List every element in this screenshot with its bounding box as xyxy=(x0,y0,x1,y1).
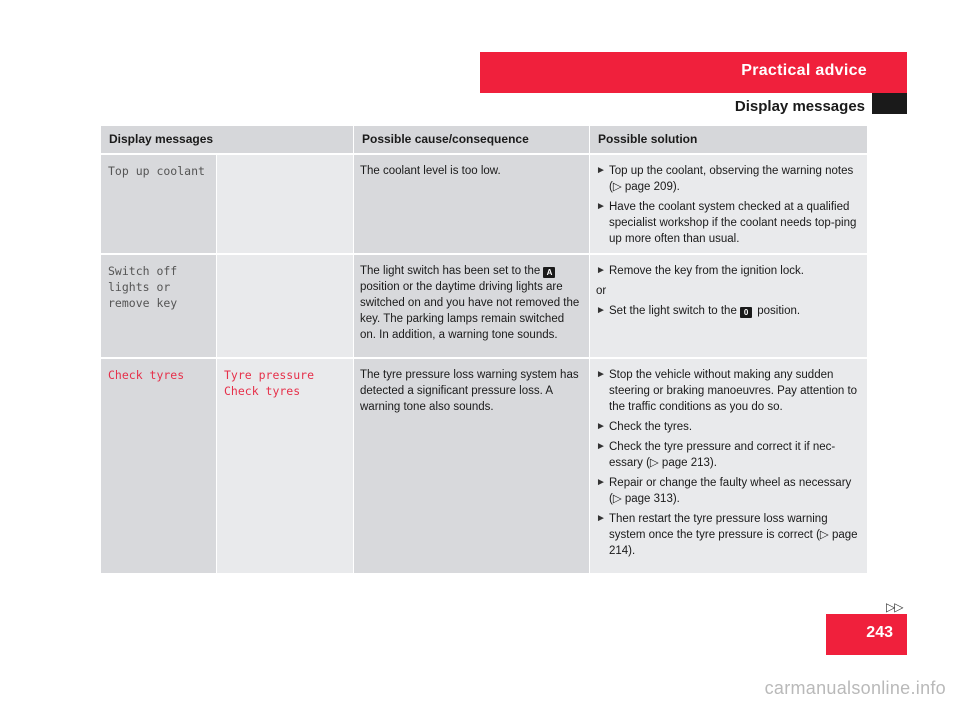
cause-cell: The tyre pressure loss warning system has detected a significant pressure loss. A warning tone also sounds. xyxy=(354,359,589,573)
solution-text: Stop the vehicle without making any sudden steering or braking manoeuvres. Pay attention to the traffic conditions as you do so. xyxy=(609,369,858,413)
solution-text: position. xyxy=(757,305,801,317)
list-item xyxy=(596,303,863,319)
section-banner xyxy=(480,52,907,93)
solution-text: Remove the key from the ignition lock. xyxy=(609,265,804,277)
list-item xyxy=(596,263,863,279)
light-switch-auto-icon: A xyxy=(543,267,555,278)
arrow-icon: ► xyxy=(596,165,606,176)
solution-cell xyxy=(590,359,867,573)
page-number: 243 xyxy=(866,624,893,641)
arrow-icon: ► xyxy=(596,265,606,276)
solution-text: Set the light switch to the xyxy=(609,305,737,317)
watermark-text: carmanualsonline.info xyxy=(764,678,946,698)
cause-text: position or the daytime driving lights are switched on and you have not removed the key. The parking lamps remain switched on. In addition, a warning tone sounds. xyxy=(360,281,580,341)
arrow-icon: ► xyxy=(596,513,606,524)
message-cell: Check tyres xyxy=(101,359,216,573)
list-item xyxy=(596,367,863,415)
solution-text: Repair or change the faulty wheel as necessary (▷ page 313). xyxy=(609,477,852,505)
solution-text: Check the tyres. xyxy=(609,421,693,433)
solution-text: Then restart the tyre pressure loss warning system once the tyre pressure is correct (▷ page 214). xyxy=(609,513,858,557)
list-item xyxy=(596,419,863,435)
message-cell: Top up coolant xyxy=(101,155,216,253)
solution-text: Top up the coolant, observing the warning notes (▷ page 209). xyxy=(609,165,854,193)
arrow-icon: ► xyxy=(596,441,606,452)
arrow-icon: ► xyxy=(596,369,606,380)
continued-marker: ▷▷ xyxy=(886,600,903,614)
header-possible-cause: Possible cause/consequence xyxy=(354,126,589,153)
message-cell-secondary: Tyre pressure Check tyres xyxy=(217,359,353,573)
display-messages-table xyxy=(101,126,867,573)
list-item xyxy=(596,439,863,471)
solution-cell xyxy=(590,255,867,357)
header-display-messages: Display messages xyxy=(101,126,353,153)
cause-cell xyxy=(354,255,589,357)
or-separator: or xyxy=(596,285,607,297)
header-possible-solution: Possible solution xyxy=(590,126,867,153)
cause-text: The light switch has been set to the xyxy=(360,265,541,277)
arrow-icon: ► xyxy=(596,421,606,432)
arrow-icon: ► xyxy=(596,477,606,488)
list-item xyxy=(596,199,863,247)
list-item xyxy=(596,511,863,559)
table-row xyxy=(101,359,867,573)
section-title: Practical advice xyxy=(741,62,867,79)
table-row xyxy=(101,255,867,357)
list-item xyxy=(596,475,863,507)
table-header-row xyxy=(101,126,867,153)
table-row xyxy=(101,155,867,253)
light-switch-off-icon: 0 xyxy=(740,307,752,318)
message-cell-secondary xyxy=(217,155,353,253)
arrow-icon: ► xyxy=(596,201,606,212)
message-cell-secondary xyxy=(217,255,353,357)
solution-text: Check the tyre pressure and correct it if nec-essary (▷ page 213). xyxy=(609,441,836,469)
solution-cell xyxy=(590,155,867,253)
subsection-title: Display messages xyxy=(734,98,865,115)
section-marker xyxy=(872,93,907,114)
list-item xyxy=(596,163,863,195)
cause-cell: The coolant level is too low. xyxy=(354,155,589,253)
arrow-icon: ► xyxy=(596,305,606,316)
page-number-box xyxy=(826,614,907,655)
message-cell: Switch off lights or remove key xyxy=(101,255,216,357)
solution-text: Have the coolant system checked at a qualified specialist workshop if the coolant needs top-ping up more often than usual. xyxy=(609,201,857,245)
